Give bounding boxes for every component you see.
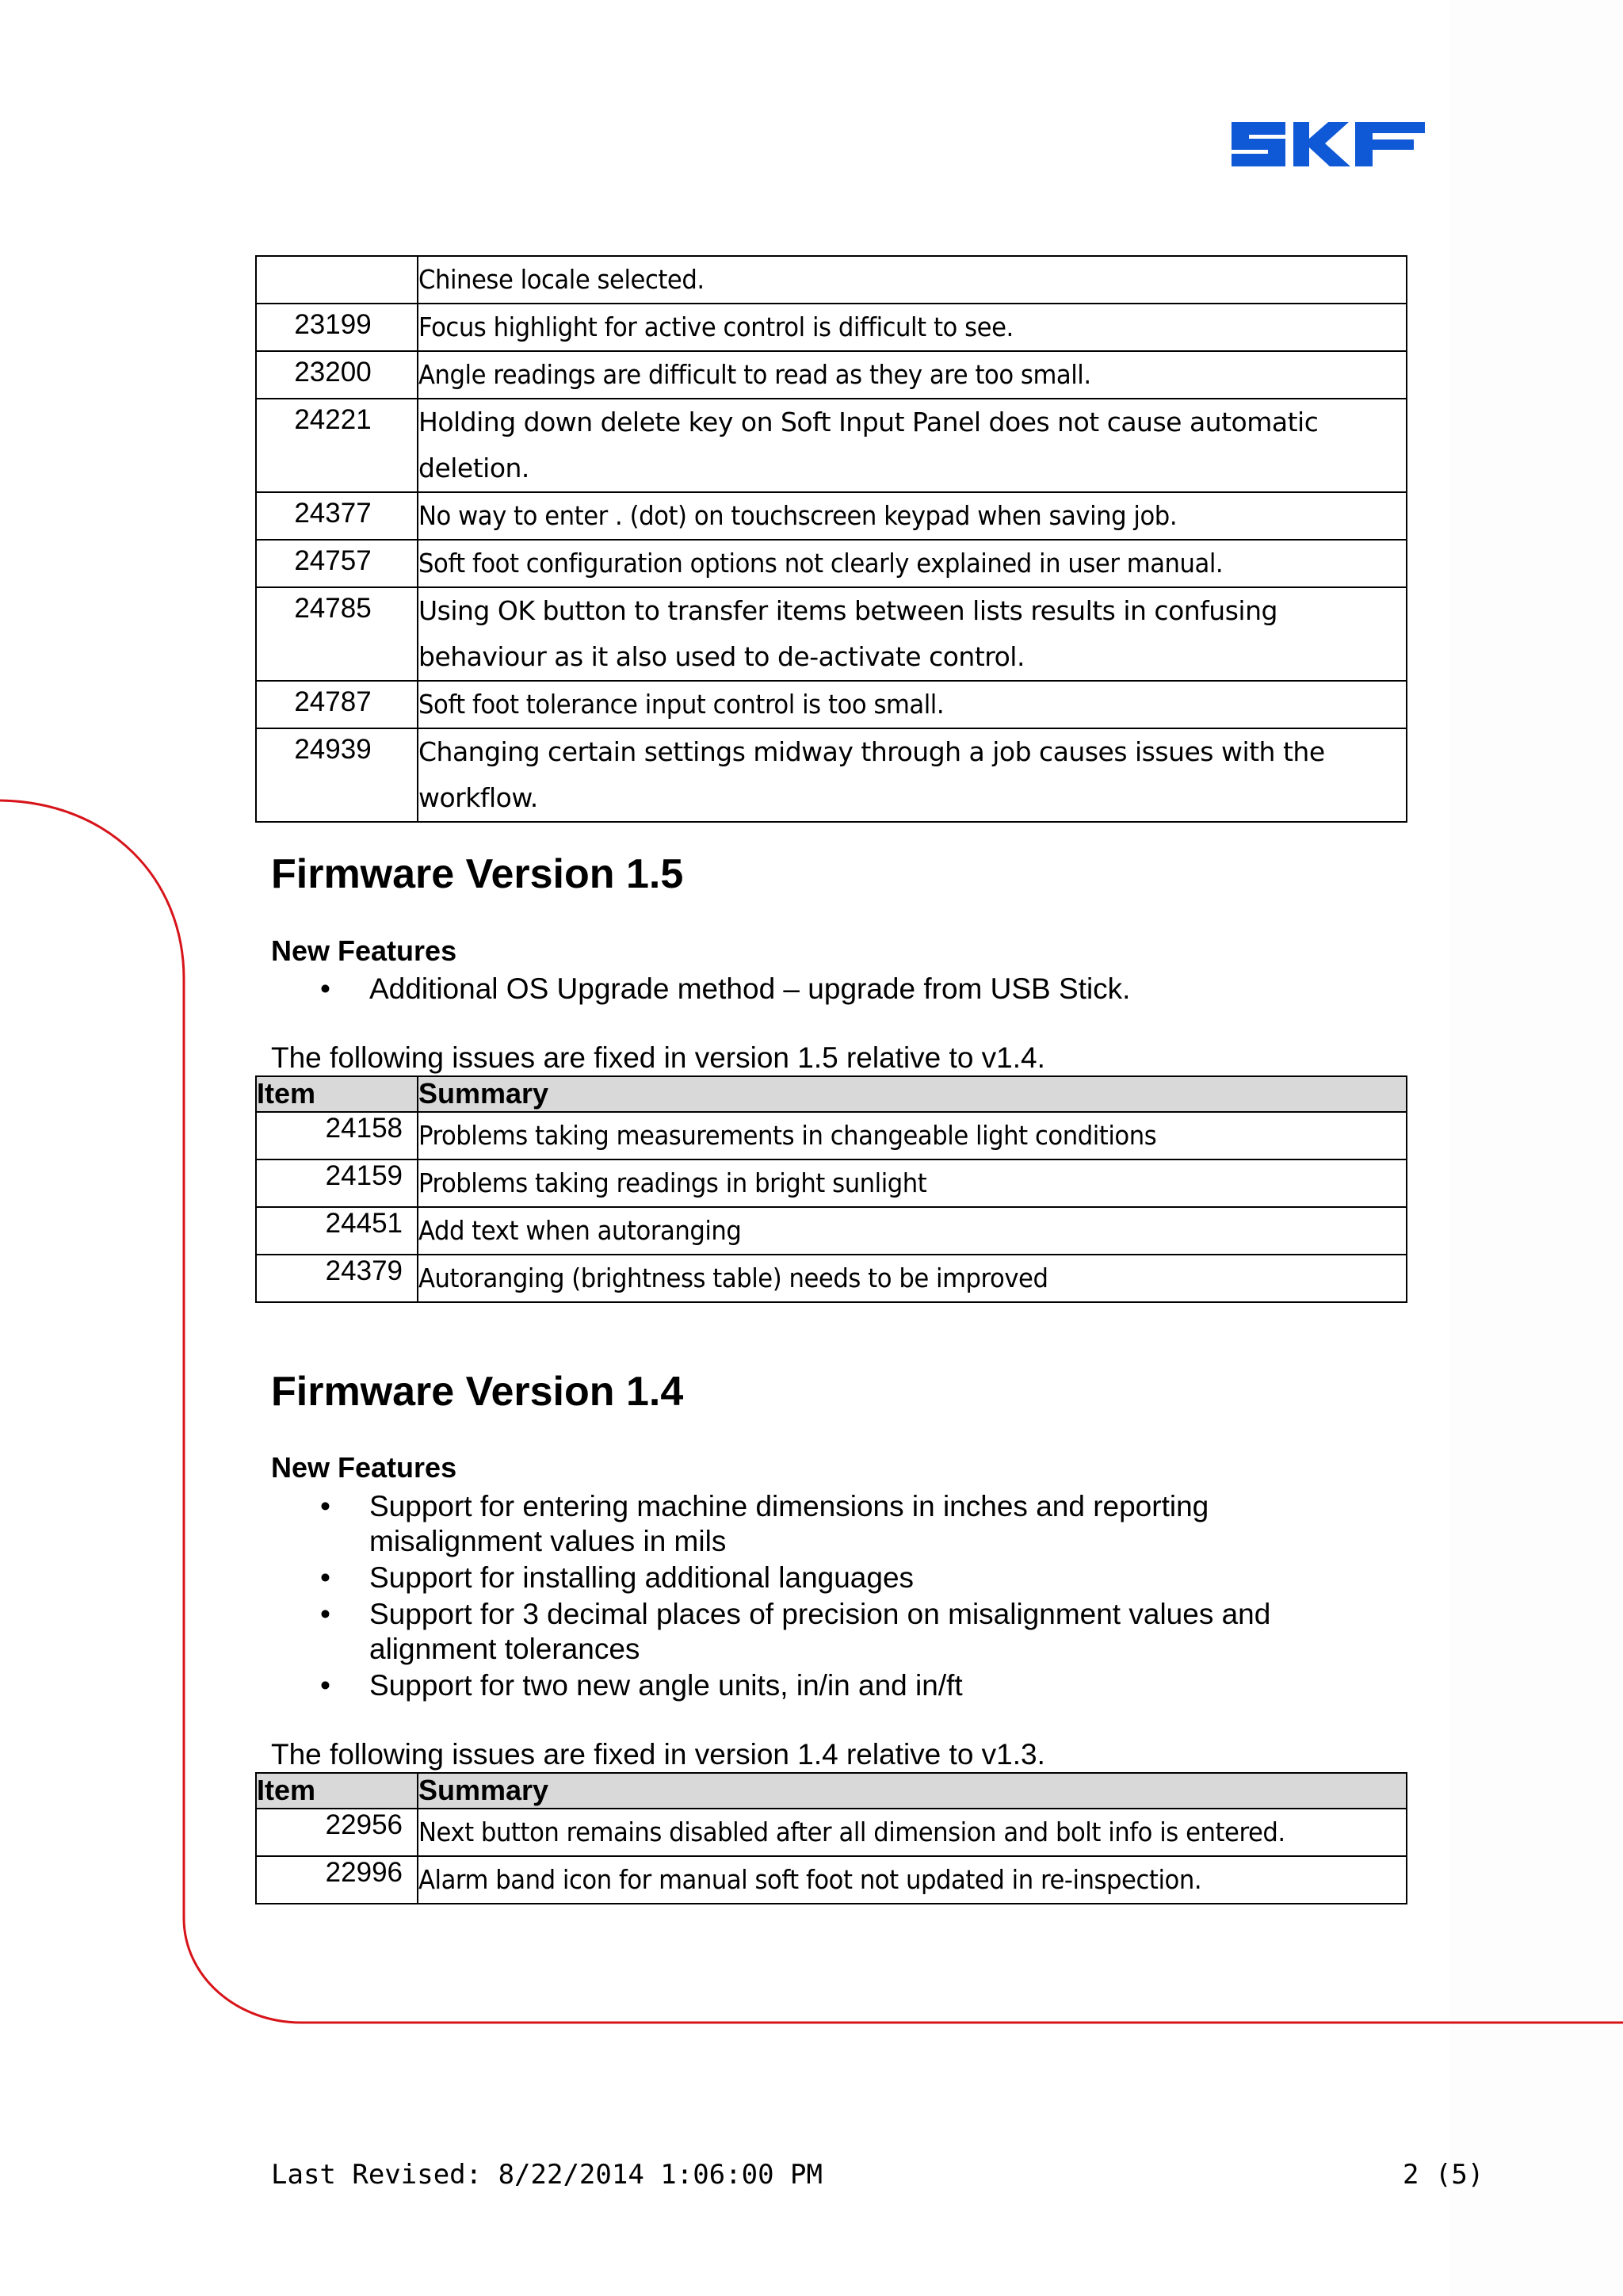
summary-text: Problems taking readings in bright sunlight [418,1167,927,1198]
item-cell: 23200 [256,351,418,399]
feature-text: Support for entering machine dimensions in inches and reporting misalignment values in mils [369,1490,1209,1557]
column-header-item: Item [256,1076,418,1112]
table-row [256,1159,1407,1207]
item-cell [256,256,418,304]
summary-text: No way to enter . (dot) on touchscreen keypad when saving job. [418,500,1178,531]
item-cell: 22996 [256,1856,418,1904]
table-row [256,399,1407,492]
item-cell: 24787 [256,681,418,728]
item-cell: 24757 [256,540,418,587]
feature-text: Support for installing additional languages [369,1561,915,1594]
summary-cell [418,1207,1407,1255]
summary-text: Focus highlight for active control is difficult to see. [418,311,1014,342]
page-number: 2 (5) [1403,2159,1484,2191]
summary-text: Soft foot tolerance input control is too small. [418,689,945,720]
summary-cell [418,351,1407,399]
list-item [271,1597,1381,1667]
summary-text: Chinese locale selected. [418,264,705,295]
summary-text: Next button remains disabled after all dimension and bolt info is entered. [418,1817,1285,1847]
table-row [256,1255,1407,1302]
summary-text: Soft foot configuration options not clearly explained in user manual. [418,548,1224,579]
summary-cell [418,1159,1407,1207]
section-heading-fw15: Firmware Version 1.5 [271,851,684,897]
bullet-icon: • [320,1561,330,1594]
table-row [256,256,1407,304]
bullet-icon: • [320,1669,330,1702]
item-cell: 24785 [256,587,418,681]
summary-cell [418,492,1407,540]
summary-text: Changing certain settings midway through a job causes issues with the workflow. [418,736,1325,813]
summary-cell [418,1809,1407,1856]
fixed-issues-intro: The following issues are fixed in version 1.4 relative to v1.3. [271,1738,1045,1771]
issues-table-fw15 [255,1075,1407,1303]
item-cell: 24159 [256,1159,418,1207]
table-row [256,681,1407,728]
skf-logo [1227,117,1433,171]
summary-cell [418,256,1407,304]
new-features-heading: New Features [271,934,457,967]
table-header-row [256,1773,1407,1809]
table-row [256,1856,1407,1904]
summary-cell [418,587,1407,681]
table-row [256,540,1407,587]
list-item [271,1561,1381,1595]
feature-list [271,1489,1381,1705]
last-revised: Last Revised: 8/22/2014 1:06:00 PM [271,2159,823,2191]
feature-text: Support for 3 decimal places of precision on misalignment values and alignment tolerances [369,1598,1271,1665]
item-cell: 22956 [256,1809,418,1856]
summary-cell [418,399,1407,492]
new-features-heading: New Features [271,1451,457,1484]
summary-text: Add text when autoranging [418,1215,742,1246]
summary-text: Alarm band icon for manual soft foot not updated in re-inspection. [418,1864,1202,1895]
item-cell: 24451 [256,1207,418,1255]
issues-table-continued [255,255,1407,823]
table-row [256,728,1407,822]
column-header-summary: Summary [418,1773,1407,1809]
feature-text: Additional OS Upgrade method – upgrade from USB Stick. [369,972,1131,1005]
bullet-icon: • [320,972,330,1005]
fixed-issues-intro: The following issues are fixed in version 1.5 relative to v1.4. [271,1041,1045,1074]
table-row [256,492,1407,540]
summary-cell [418,540,1407,587]
summary-text: Problems taking measurements in changeable light conditions [418,1120,1157,1151]
column-header-summary: Summary [418,1076,1407,1112]
summary-cell [418,1112,1407,1159]
item-cell: 23199 [256,304,418,351]
summary-text: Autoranging (brightness table) needs to be improved [418,1263,1048,1293]
page-margin-tint [1450,0,1623,2296]
table-row [256,587,1407,681]
issues-table-fw14 [255,1772,1407,1904]
table-row [256,1809,1407,1856]
summary-cell [418,1255,1407,1302]
summary-cell [418,304,1407,351]
item-cell: 24158 [256,1112,418,1159]
bullet-icon: • [320,1598,330,1630]
item-cell: 24221 [256,399,418,492]
feature-text: Support for two new angle units, in/in and in/ft [369,1669,963,1702]
list-item [271,1489,1381,1559]
section-heading-fw14: Firmware Version 1.4 [271,1369,684,1415]
summary-text: Using OK button to transfer items between lists results in confusing behaviour as it also used to de-activate control. [418,595,1277,672]
table-header-row [256,1076,1407,1112]
summary-text: Angle readings are difficult to read as they are too small. [418,359,1091,390]
summary-cell [418,681,1407,728]
feature-list [271,972,1381,1008]
bullet-icon: • [320,1490,330,1522]
table-row [256,304,1407,351]
table-row [256,1112,1407,1159]
table-row [256,1207,1407,1255]
table-row [256,351,1407,399]
list-item [271,972,1381,1007]
item-cell: 24377 [256,492,418,540]
column-header-item: Item [256,1773,418,1809]
summary-text: Holding down delete key on Soft Input Panel does not cause automatic deletion. [418,407,1319,483]
item-cell: 24939 [256,728,418,822]
list-item [271,1668,1381,1703]
summary-cell [418,728,1407,822]
item-cell: 24379 [256,1255,418,1302]
summary-cell [418,1856,1407,1904]
